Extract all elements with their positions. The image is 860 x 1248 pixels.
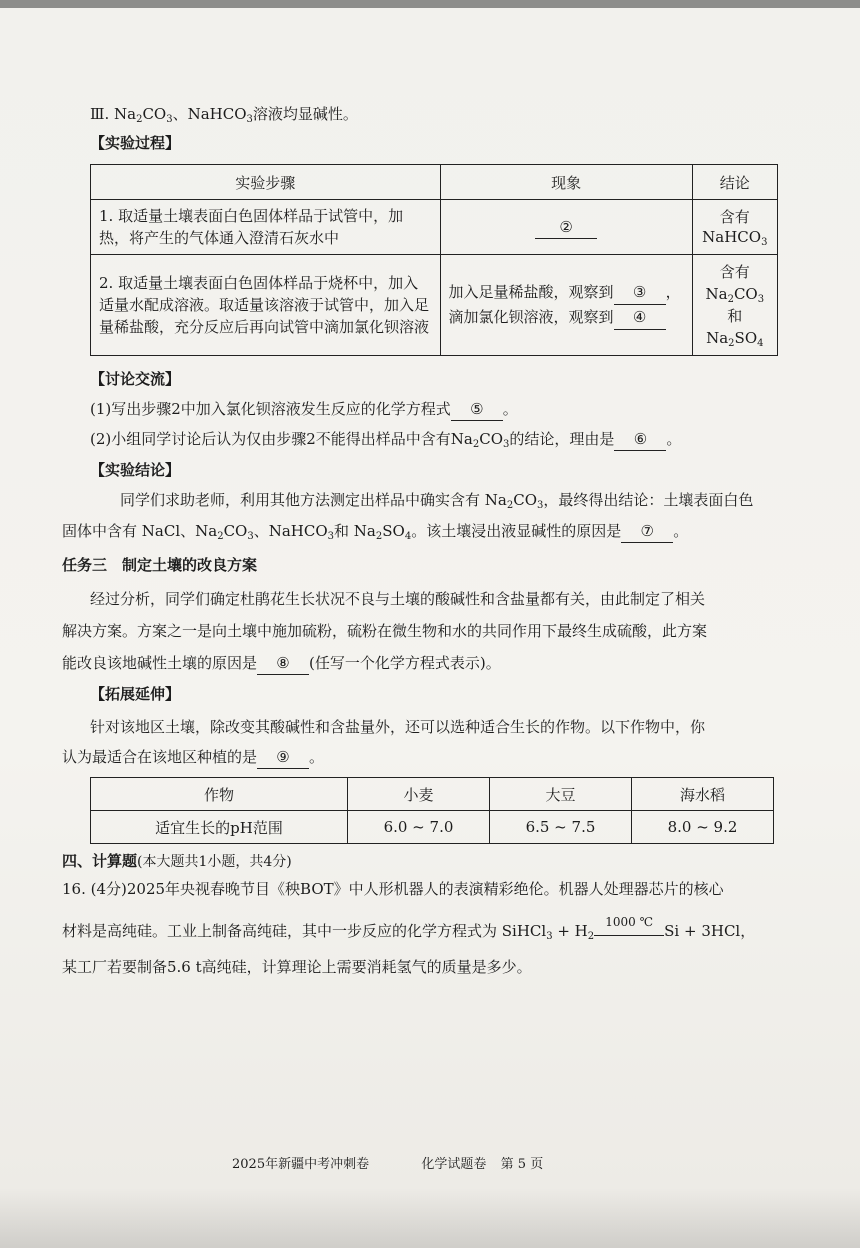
- header-soybean: 大豆: [489, 778, 631, 811]
- header-phenomenon: 现象: [440, 165, 692, 200]
- task-three-line-3: 能改良该地碱性土壤的原因是 ⑧ (任写一个化学方程式表示)。: [62, 652, 501, 675]
- section-conclusion-heading: 【实验结论】: [90, 461, 181, 479]
- blank-4[interactable]: ④: [614, 305, 666, 330]
- ph-wheat: 6.0 ~ 7.0: [347, 811, 489, 844]
- discussion-q2: (2)小组同学讨论后认为仅由步骤2不能得出样品中含有$Na_2CO_3$的结论，理由是 ⑥ 。: [90, 430, 682, 450]
- conclusion-line-2: 固体中含有 NaCl、$Na_2CO_3$、NaHCO$_3$和 $Na_2SO_4$。该土壤浸出液显碱性的原因是 ⑦ 。: [62, 522, 689, 542]
- experiment-table: [90, 164, 778, 356]
- task-three-title: 任务三 制定土壤的改良方案: [62, 556, 258, 574]
- ph-soybean: 6.5 ~ 7.5: [489, 811, 631, 844]
- question-16-line-2: 材料是高纯硅。工业上制备高纯硅，其中一步反应的化学方程式为 SiHCl$_3$ + $H_2$ 1000 ℃ Si + 3HCl，: [62, 915, 756, 942]
- extension-line-1: 针对该地区土壤，除改变其酸碱性和含盐量外，还可以选种适合生长的作物。以下作物中，你: [90, 718, 706, 736]
- header-conclusion: 结论: [692, 165, 777, 200]
- step-2-text: 2. 取适量土壤表面白色固体样品于烧杯中，加入适量水配成溶液。取适量该溶液于试管中，加入足量稀盐酸，充分反应后再向试管中滴加氯化钡溶液: [91, 255, 441, 356]
- question-16-line-3: 某工厂若要制备5.6 t高纯硅，计算理论上需要消耗氢气的质量是多少。: [62, 958, 532, 976]
- reaction-condition: 1000 ℃: [594, 925, 664, 936]
- ph-sea-rice: 8.0 ~ 9.2: [631, 811, 773, 844]
- task-three-line-1: 经过分析，同学们确定杜鹃花生长状况不良与土壤的酸碱性和含盐量都有关，由此制定了相关: [90, 590, 706, 608]
- footer-subject: 化学试题卷: [421, 1157, 487, 1172]
- section-extension-heading: 【拓展延伸】: [90, 685, 181, 703]
- extension-line-2: 认为最适合在该地区种植的是 ⑨ 。: [62, 746, 324, 769]
- discussion-q1: (1)写出步骤2中加入氯化钡溶液发生反应的化学方程式 ⑤ 。: [90, 398, 518, 421]
- step-1-conclusion: 含有 NaHCO$_3$: [692, 200, 777, 255]
- part-four-heading: 四、计算题(本大题共1小题，共4分): [62, 852, 292, 870]
- row-label-ph: 适宜生长的pH范围: [91, 811, 348, 844]
- footer-page-number: 第 5 页: [500, 1157, 544, 1172]
- footer-exam-name: 2025年新疆中考冲刺卷: [232, 1157, 370, 1172]
- header-steps: 实验步骤: [91, 165, 441, 200]
- header-wheat: 小麦: [347, 778, 489, 811]
- header-sea-rice: 海水稻: [631, 778, 773, 811]
- blank-5[interactable]: ⑤: [451, 398, 503, 421]
- blank-2[interactable]: ②: [535, 216, 597, 239]
- blank-8[interactable]: ⑧: [257, 652, 309, 675]
- section-discussion-heading: 【讨论交流】: [90, 370, 181, 388]
- scan-top-edge: [0, 0, 860, 8]
- scan-bottom-shadow: [0, 1188, 860, 1248]
- header-crop: 作物: [91, 778, 348, 811]
- blank-7[interactable]: ⑦: [621, 520, 673, 543]
- step-1-phenomenon: [440, 200, 692, 255]
- crop-ph-table: [90, 777, 774, 844]
- conclusion-line-1: 同学们求助老师，利用其他方法测定出样品中确实含有 $Na_2CO_3$，最终得出结论：土壤表面白色: [120, 491, 754, 511]
- question-16-line-1: 16. (4分)2025年央视春晚节目《秧BOT》中人形机器人的表演精彩绝伦。机器人处理器芯片的核心: [62, 880, 724, 898]
- step-2-phenomenon: 加入足量稀盐酸，观察到 ③ ， 滴加氯化钡溶液，观察到 ④: [440, 255, 692, 356]
- note-three: Ⅲ. $Na_2CO_3$、NaHCO$_3$溶液均显碱性。: [90, 105, 358, 125]
- page-footer: [232, 1153, 543, 1172]
- blank-6[interactable]: ⑥: [614, 428, 666, 451]
- task-three-line-2: 解决方案。方案之一是向土壤中施加硫粉，硫粉在微生物和水的共同作用下最终生成硫酸，此方案: [62, 622, 708, 640]
- blank-9[interactable]: ⑨: [257, 746, 309, 769]
- section-process-heading: 【实验过程】: [90, 134, 181, 152]
- step-1-text: 1. 取适量土壤表面白色固体样品于试管中，加热，将产生的气体通入澄清石灰水中: [91, 200, 441, 255]
- step-2-conclusion: 含有 $Na_2CO_3$和 $Na_2SO_4$: [692, 255, 777, 356]
- blank-3[interactable]: ③: [614, 280, 666, 305]
